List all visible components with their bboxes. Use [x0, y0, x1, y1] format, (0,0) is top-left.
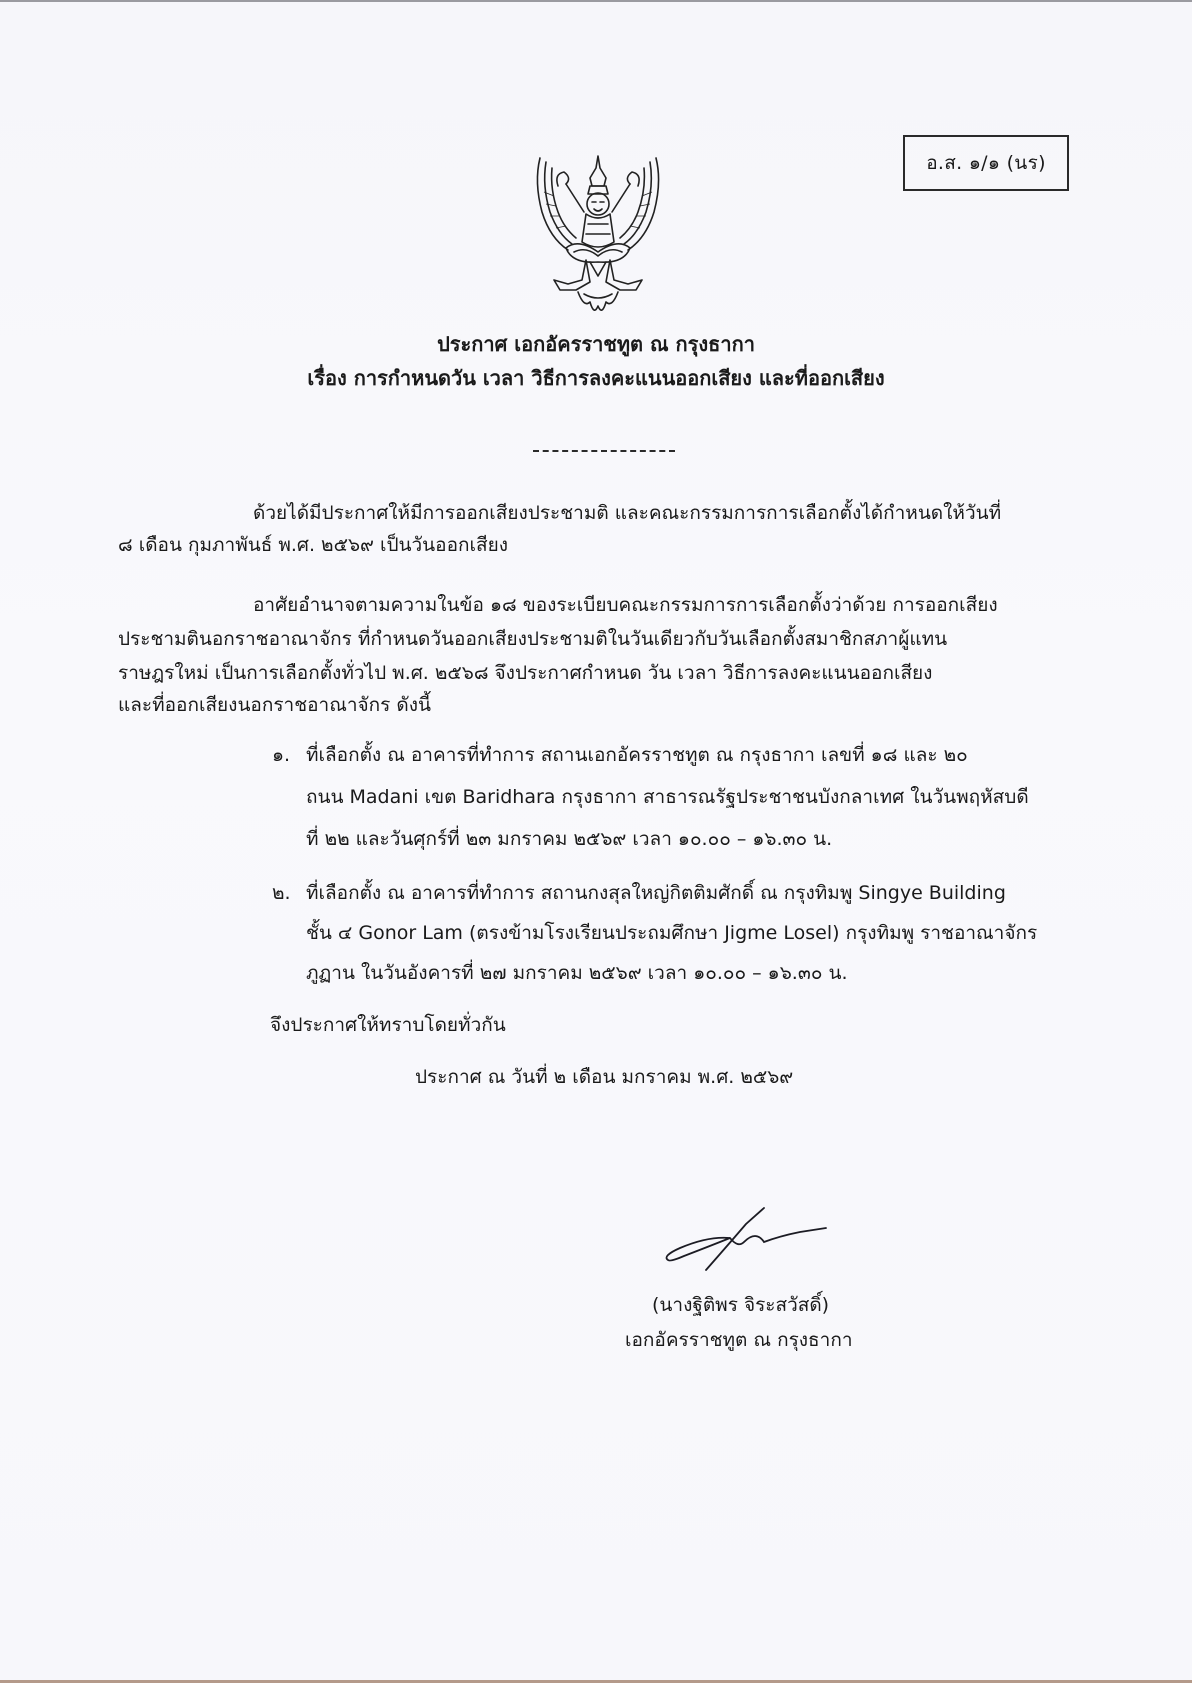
document-page — [0, 2, 1192, 1680]
item-1-line-2: ถนน Madani เขต Baridhara กรุงธากา สาธารณรัฐประชาชนบังกลาเทศ ในวันพฤหัสบดี — [306, 786, 1029, 808]
signatory-name: (นางฐิติพร จิระสวัสดิ์) — [652, 1294, 830, 1316]
signatory-position: เอกอัครราชทูต ณ กรุงธากา — [625, 1329, 853, 1351]
paragraph-2-line-1: อาศัยอำนาจตามความในข้อ ๑๘ ของระเบียบคณะกรรมการการเลือกตั้งว่าด้วย การออกเสียง — [253, 594, 998, 616]
paragraph-1-line-2: ๘ เดือน กุมภาพันธ์ พ.ศ. ๒๕๖๙ เป็นวันออกเสียง — [118, 534, 508, 556]
paragraph-1-line-1: ด้วยได้มีประกาศให้มีการออกเสียงประชามติ และคณะกรรมการการเลือกตั้งได้กำหนดให้วันที่ — [253, 502, 1002, 524]
title-separator — [533, 450, 675, 452]
form-code-box — [903, 135, 1069, 191]
paragraph-2-line-2: ประชามตินอกราชอาณาจักร ที่กำหนดวันออกเสียงประชามติในวันเดียวกับวันเลือกตั้งสมาชิกสภาผู้แทน — [118, 628, 948, 650]
signature-mark — [660, 1202, 860, 1282]
paragraph-2-line-3: ราษฎรใหม่ เป็นการเลือกตั้งทั่วไป พ.ศ. ๒๕๖๘ จึงประกาศกำหนด วัน เวลา วิธีการลงคะแนนออกเสียง — [118, 662, 933, 684]
announcement-date: ประกาศ ณ วันที่ ๒ เดือน มกราคม พ.ศ. ๒๕๖๙ — [415, 1066, 794, 1088]
item-1-number: ๑. — [272, 744, 291, 766]
item-2-number: ๒. — [272, 882, 291, 904]
garuda-emblem-icon — [528, 152, 668, 320]
paragraph-2-line-4: และที่ออกเสียงนอกราชอาณาจักร ดังนี้ — [118, 694, 431, 716]
announcement-title — [0, 327, 1192, 395]
item-2-line-2: ชั้น ๔ Gonor Lam (ตรงข้ามโรงเรียนประถมศึกษา Jigme Losel) กรุงทิมพู ราชอาณาจักร — [306, 922, 1038, 944]
item-1-line-3: ที่ ๒๒ และวันศุกร์ที่ ๒๓ มกราคม ๒๕๖๙ เวลา ๑๐.๐๐ – ๑๖.๓๐ น. — [306, 828, 833, 850]
item-2-line-3: ภูฏาน ในวันอังคารที่ ๒๗ มกราคม ๒๕๖๙ เวลา ๑๐.๐๐ – ๑๖.๓๐ น. — [306, 962, 848, 984]
form-code: อ.ส. ๑/๑ (นร) — [926, 152, 1046, 174]
item-1-line-1: ที่เลือกตั้ง ณ อาคารที่ทำการ สถานเอกอัครราชทูต ณ กรุงธากา เลขที่ ๑๘ และ ๒๐ — [306, 744, 968, 766]
item-2-line-1: ที่เลือกตั้ง ณ อาคารที่ทำการ สถานกงสุลใหญ่กิตติมศักดิ์ ณ กรุงทิมพู Singye Building — [306, 882, 1006, 904]
closing-statement: จึงประกาศให้ทราบโดยทั่วกัน — [270, 1014, 506, 1036]
title-line-2: เรื่อง การกำหนดวัน เวลา วิธีการลงคะแนนออกเสียง และที่ออกเสียง — [307, 366, 885, 390]
title-line-1: ประกาศ เอกอัครราชทูต ณ กรุงธากา — [437, 332, 755, 356]
